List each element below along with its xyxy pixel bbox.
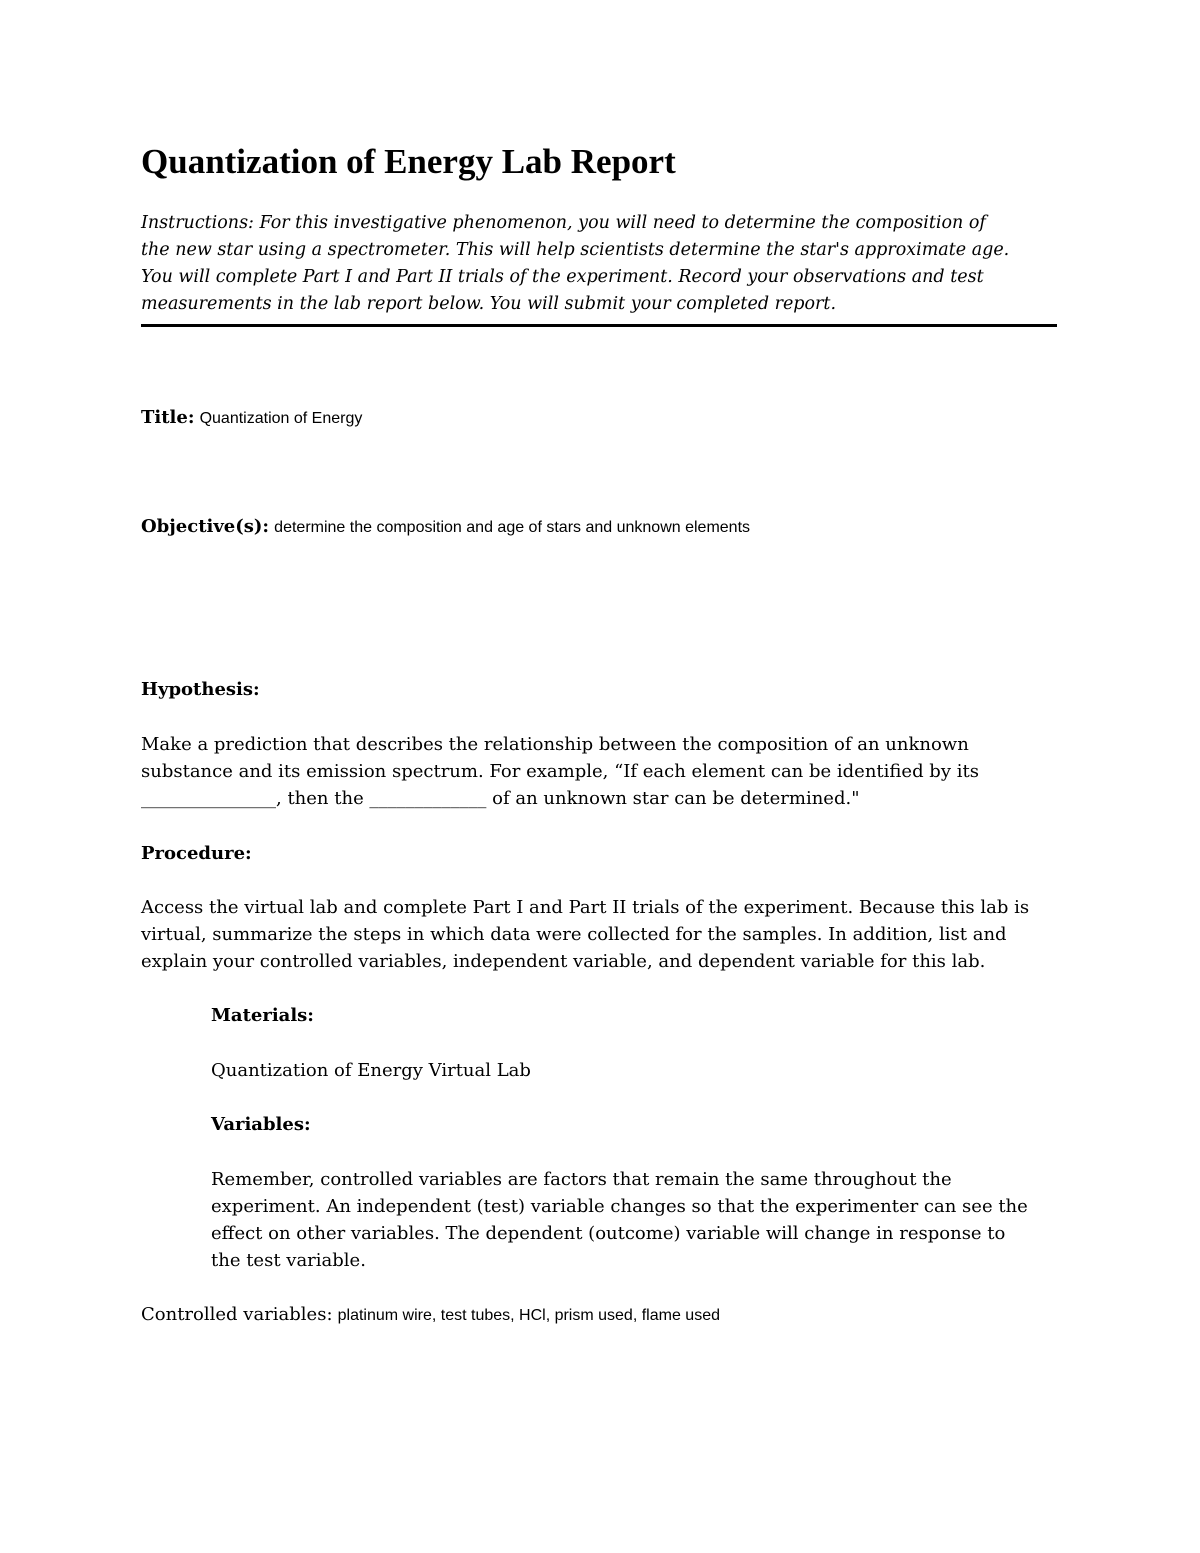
hypothesis-text [141, 731, 979, 812]
controlled-variables-value[interactable]: platinum wire, test tubes, HCl, prism used, flame used [337, 1307, 720, 1324]
title-value[interactable]: Quantization of Energy [199, 410, 363, 427]
procedure-line: explain your controlled variables, independent variable, and dependent variable for this lab. [141, 951, 986, 972]
procedure-text [141, 894, 1029, 975]
hypothesis-line: _______________, then the _____________ of an unknown star can be determined." [141, 788, 860, 809]
procedure-line: Access the virtual lab and complete Part I and Part II trials of the experiment. Because this lab is [141, 897, 1030, 918]
procedure-heading: Procedure: [141, 843, 252, 864]
hypothesis-line: substance and its emission spectrum. For example, “If each element can be identified by its [141, 761, 979, 782]
variables-line: effect on other variables. The dependent (outcome) variable will change in response to [211, 1223, 1006, 1244]
instructions-line: You will complete Part I and Part II trials of the experiment. Record your observations and test [141, 267, 984, 287]
objective-field [141, 515, 750, 540]
objective-label: Objective(s): [141, 516, 270, 537]
variables-text [211, 1166, 1028, 1274]
hypothesis-heading: Hypothesis: [141, 679, 260, 700]
instructions-line: measurements in the lab report below. You will submit your completed report. [141, 294, 837, 314]
controlled-variables-field [141, 1303, 720, 1328]
variables-line: Remember, controlled variables are factors that remain the same throughout the [211, 1169, 952, 1190]
variables-heading: Variables: [211, 1114, 311, 1135]
instructions-line: Instructions: For this investigative phenomenon, you will need to determine the composition of [141, 213, 986, 233]
instructions-block [141, 210, 1057, 327]
document-title: Quantization of Energy Lab Report [141, 142, 676, 181]
variables-line: the test variable. [211, 1250, 366, 1271]
controlled-variables-label: Controlled variables: [141, 1304, 333, 1325]
hypothesis-line: Make a prediction that describes the relationship between the composition of an unknown [141, 734, 969, 755]
objective-value[interactable]: determine the composition and age of stars and unknown elements [274, 519, 751, 536]
instructions-line: the new star using a spectrometer. This will help scientists determine the star's approximate age. [141, 240, 1010, 260]
title-field [141, 406, 362, 431]
procedure-line: virtual, summarize the steps in which data were collected for the samples. In addition, list and [141, 924, 1007, 945]
materials-text: Quantization of Energy Virtual Lab [211, 1060, 531, 1081]
variables-line: experiment. An independent (test) variable changes so that the experimenter can see the [211, 1196, 1028, 1217]
title-label: Title: [141, 407, 195, 428]
materials-heading: Materials: [211, 1005, 314, 1026]
